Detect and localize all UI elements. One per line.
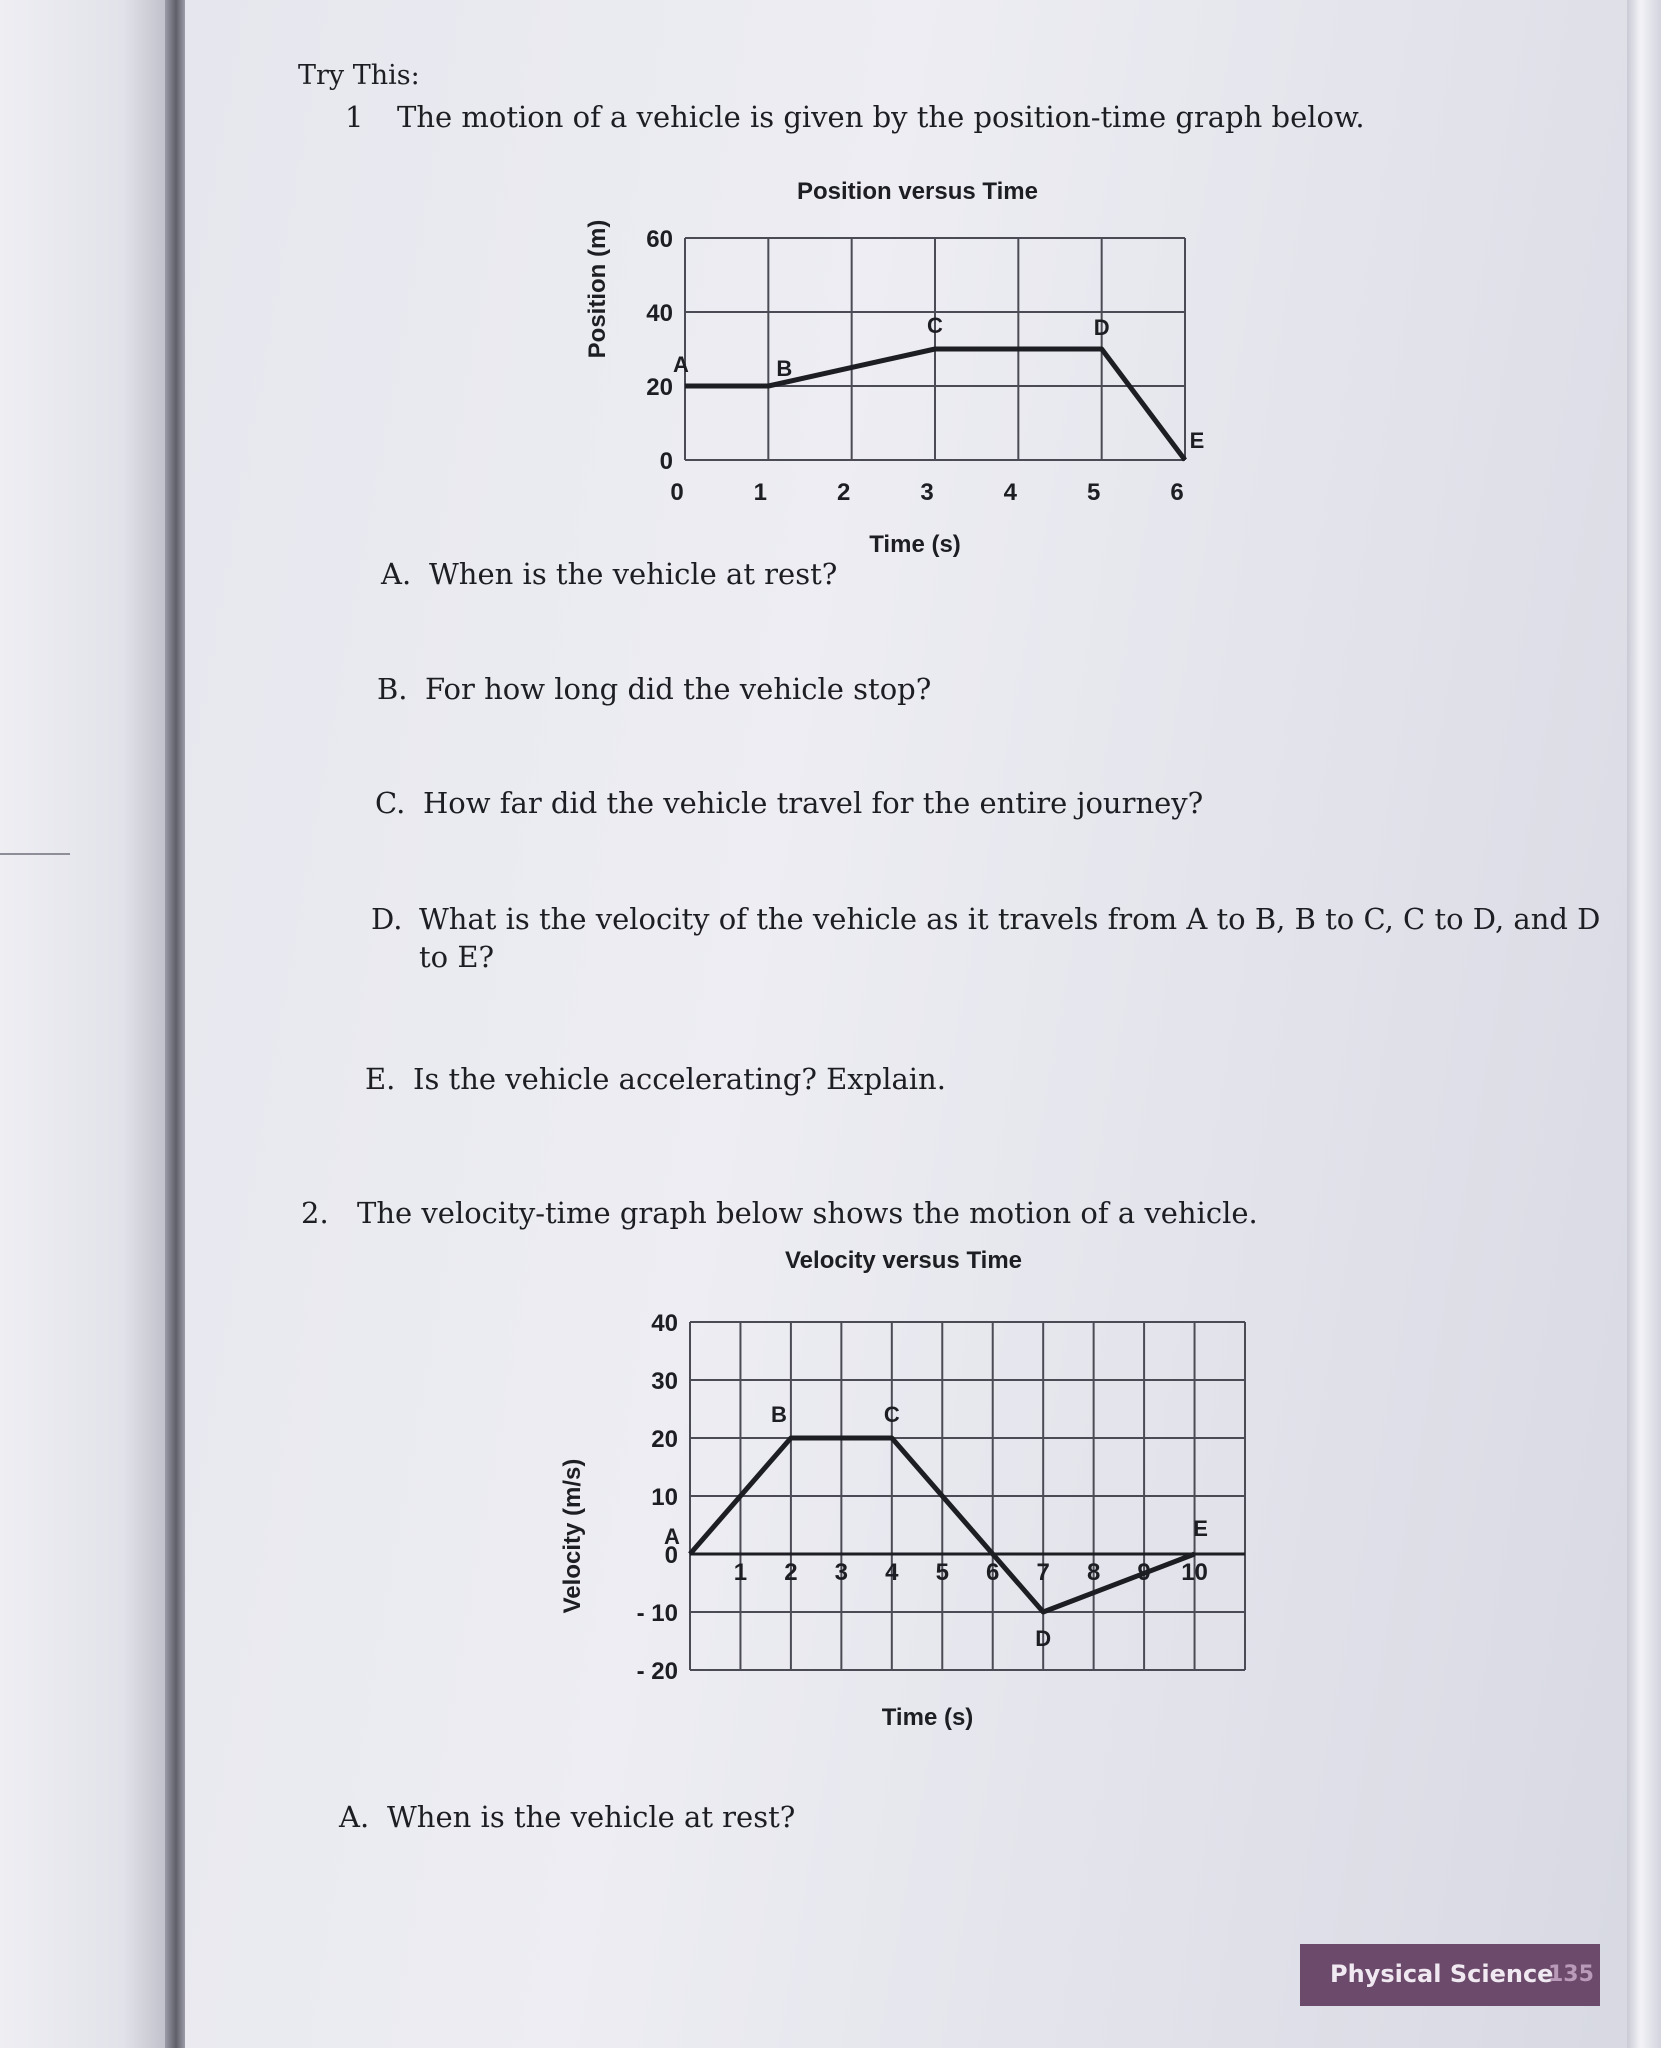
y-tick-label: 10: [651, 1484, 678, 1511]
x-axis-title: Time (s): [869, 531, 961, 558]
x-tick-label: 5: [935, 1559, 949, 1586]
x-tick-label: 1: [733, 1559, 748, 1586]
question-1a: [381, 557, 837, 591]
question-2a-text: When is the vehicle at rest?: [387, 1800, 796, 1834]
question-1d-text: What is the velocity of the vehicle as it travels from A to B, B to C, C to D, and D: [419, 902, 1601, 936]
question-1c: [375, 786, 1203, 820]
x-tick-label: 0: [670, 479, 684, 506]
question-1d-continued: to E?: [419, 940, 495, 974]
point-label: B: [776, 356, 793, 381]
y-tick-label: - 10: [636, 1600, 678, 1627]
x-tick-label: 5: [1086, 479, 1101, 506]
y-axis-title: Velocity (m/s): [559, 1458, 586, 1614]
point-label: E: [1193, 1516, 1208, 1541]
x-tick-label: 10: [1181, 1559, 1208, 1586]
question-2a: [339, 1800, 795, 1834]
chart-2-title: Velocity versus Time: [785, 1247, 1023, 1274]
point-label: A: [664, 1524, 680, 1549]
book-gutter: [165, 0, 187, 2048]
point-label: C: [883, 1402, 900, 1427]
question-1a-text: When is the vehicle at rest?: [429, 557, 838, 591]
page-number: 135: [1548, 1962, 1594, 1987]
question-2-number: 2.: [301, 1196, 329, 1230]
question-1e-text: Is the vehicle accelerating? Explain.: [413, 1062, 946, 1096]
point-label: A: [673, 352, 689, 377]
question-1e: [365, 1062, 946, 1096]
x-tick-label: 6: [986, 1559, 1000, 1586]
point-label: D: [1035, 1626, 1052, 1651]
footer-band: [1300, 1944, 1600, 2006]
x-axis-title: Time (s): [881, 1704, 974, 1731]
x-tick-label: 4: [885, 1559, 899, 1586]
question-1a-label: A.: [381, 557, 412, 591]
x-tick-label: 4: [1003, 479, 1018, 506]
question-1b-label: B.: [377, 672, 408, 706]
point-label: D: [1093, 315, 1110, 340]
question-1-text: The motion of a vehicle is given by the position-time graph below.: [397, 100, 1365, 134]
question-2a-label: A.: [339, 1800, 370, 1834]
question-1d-label: D.: [371, 902, 403, 936]
y-tick-label: 30: [651, 1368, 678, 1395]
y-tick-label: 60: [646, 226, 673, 253]
x-tick-label: 9: [1137, 1559, 1151, 1586]
point-label: E: [1189, 428, 1205, 453]
y-axis-title: Position (m): [584, 219, 611, 359]
textbook-page: [185, 0, 1661, 2048]
point-label: C: [927, 313, 943, 338]
x-tick-label: 6: [1170, 479, 1184, 506]
y-tick-label: 40: [651, 1310, 678, 1337]
book-title: Physical Science: [1330, 1960, 1554, 1988]
section-heading: Try This:: [298, 60, 420, 91]
y-tick-label: 40: [646, 300, 673, 327]
chart-1-title: Position versus Time: [797, 178, 1038, 205]
velocity-time-chart-svg: [185, 1250, 1661, 1770]
y-tick-label: - 20: [636, 1658, 678, 1685]
x-tick-label: 1: [753, 479, 768, 506]
y-tick-label: 20: [646, 374, 673, 401]
point-label: B: [770, 1402, 787, 1427]
y-tick-label: 20: [651, 1426, 678, 1453]
x-tick-label: 2: [784, 1559, 798, 1586]
left-page-rule: [0, 853, 70, 855]
y-tick-label: 0: [659, 448, 673, 475]
question-1c-label: C.: [375, 786, 406, 820]
question-1b-text: For how long did the vehicle stop?: [425, 672, 932, 706]
question-2-prompt: [301, 1196, 1258, 1230]
x-tick-label: 3: [920, 479, 934, 506]
x-tick-label: 2: [836, 479, 851, 506]
left-page-edge: [0, 0, 175, 2048]
x-tick-label: 3: [834, 1559, 849, 1586]
question-2-text: The velocity-time graph below shows the motion of a vehicle.: [357, 1196, 1258, 1230]
question-1b: [377, 672, 931, 706]
question-1c-text: How far did the vehicle travel for the entire journey?: [423, 786, 1204, 820]
position-time-chart-svg: [185, 0, 1661, 600]
x-tick-label: 8: [1086, 1559, 1101, 1586]
question-1d: [371, 902, 1600, 936]
y-tick-label: 0: [664, 1542, 678, 1569]
question-1e-label: E.: [365, 1062, 396, 1096]
question-1-number: 1: [345, 100, 364, 134]
x-tick-label: 7: [1036, 1559, 1050, 1586]
page-stack-edge: [1627, 0, 1661, 2048]
